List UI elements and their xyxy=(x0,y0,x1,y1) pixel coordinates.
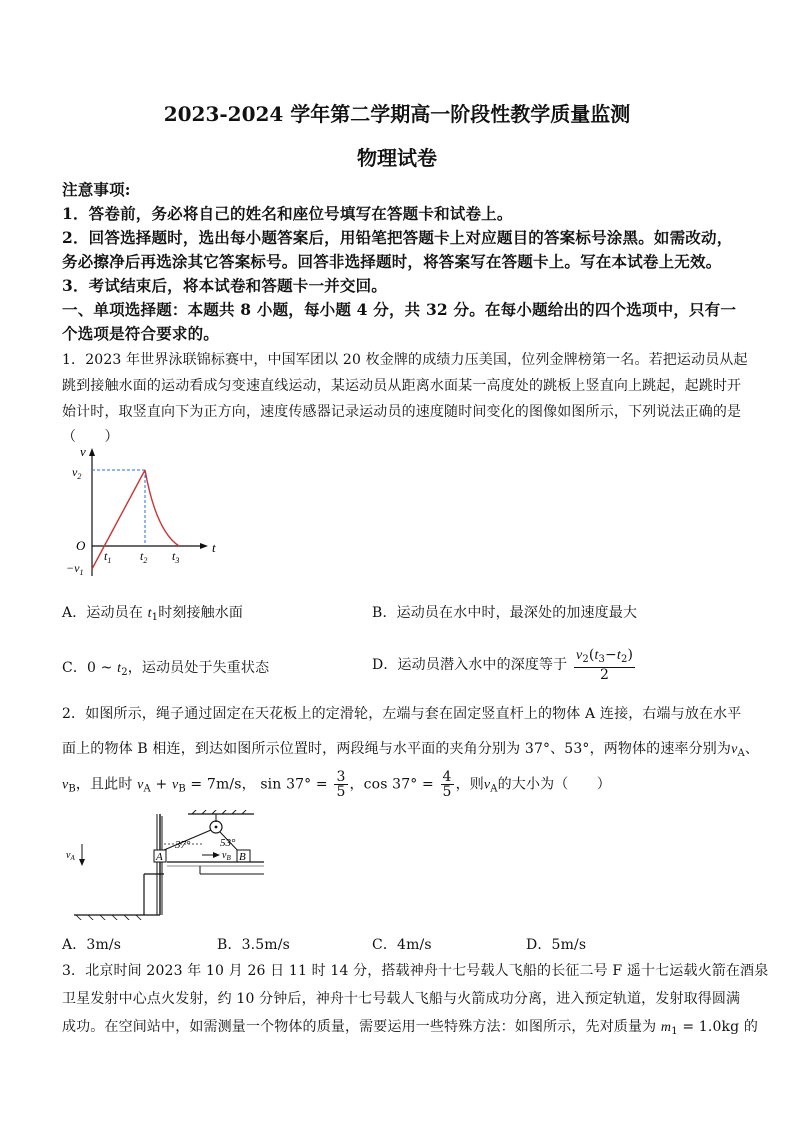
v2-label: $v_2$ xyxy=(72,465,82,481)
q1-option-d: D．运动员潜入水中的深度等于 $\frac{v_2(t_3-t_2)}{2}$ xyxy=(372,647,634,683)
notice-item: 3．考试结束后，将本试卷和答题卡一并交回。 xyxy=(62,276,387,295)
q3-text: 3．北京时间 2023 年 10 月 26 日 11 时 14 分，搭载神舟十七号载人飞船的长征二号 F 遥十七运载火箭在酒泉 xyxy=(62,963,769,979)
q1-text: 始计时，取竖直向下为正方向，速度传感器记录运动员的速度随时间变化的图像如图所示，下列说法正确的是 xyxy=(62,404,742,420)
block-a-label: A xyxy=(156,851,163,863)
notice-item: 1．答卷前，务必将自己的姓名和座位号填写在答题卡和试卷上。 xyxy=(62,204,513,223)
curve-segment xyxy=(145,470,179,546)
vb-arrow-icon xyxy=(213,852,220,858)
notice-item: 务必擦净后再选涂其它答案标号。回答非选择题时，将答案写在答题卡上。写在本试卷上无效。 xyxy=(62,252,722,271)
q1-option-a: A．运动员在 $t_1$时刻接触水面 xyxy=(62,605,244,623)
q1-vt-graph xyxy=(62,446,222,586)
notice-item: 2．回答选择题时，选出每小题答案后，用铅笔把答题卡上对应题目的答案标号涂黑。如需改动， xyxy=(62,228,733,247)
notice-heading: 注意事项: xyxy=(62,180,131,199)
t2-label: $t_2$ xyxy=(140,549,148,565)
q1-text: 跳到接触水面的运动看成匀变速直线运动，某运动员从距离水面某一高度处的跳板上竖直向上跳起，起跳时开 xyxy=(62,378,742,394)
angle-53-label: 53° xyxy=(220,837,236,849)
q2-text: 面上的物体 B 相连，到达如图所示位置时，两段绳与水平面的夹角分别为 37°、53°，两物体的速率分别为$v_A$、 xyxy=(62,741,759,759)
q2-option-d: D．5m/s xyxy=(526,937,587,953)
neg-v1-label: $-v_1$ xyxy=(66,561,84,577)
v-axis-arrow-icon xyxy=(89,448,95,456)
t-axis-label: t xyxy=(212,540,216,555)
q1-option-b: B．运动员在水中时，最深处的加速度最大 xyxy=(372,605,638,621)
q2-option-b: B．3.5m/s xyxy=(217,937,290,953)
v-axis-label: v xyxy=(80,446,86,459)
origin-label: O xyxy=(76,538,86,553)
q2-text: 2．如图所示，绳子通过固定在天花板上的定滑轮，左端与套在固定竖直杆上的物体 A 连接，右端与放在水平 xyxy=(62,706,742,722)
block-b-label: B xyxy=(239,851,246,863)
q2-text-formula: $v_B$，且此时 $v_A + v_B = 7m/s$， sin 37° = $\frac{3}{5}$ ，cos 37° = $\frac{4}{5}$ ，则$v_A$的大小为（ ） xyxy=(62,769,611,800)
q1-option-c: C．0 ~ $t_2$，运动员处于失重状态 xyxy=(62,660,270,678)
vb-label: $v_B$ xyxy=(222,850,231,862)
va-arrow-icon xyxy=(79,859,85,866)
page-title: 2023-2024 学年第二学期高一阶段性教学质量监测 xyxy=(163,102,631,126)
q1-text: 1．2023 年世界泳联锦标赛中，中国军团以 20 枚金牌的成绩力压美国，位列金牌榜第一名。若把运动员从起 xyxy=(62,352,748,368)
angle-37-label: 37° xyxy=(175,839,191,851)
section-heading-cont: 个选项是符合要求的。 xyxy=(62,324,220,343)
q2-pulley-figure xyxy=(64,810,274,920)
q2-option-a: A．3m/s xyxy=(62,937,122,953)
pulley-axle xyxy=(215,826,218,829)
va-label: $v_A$ xyxy=(66,850,75,862)
q3-text: 卫星发射中心点火发射，约 10 分钟后，神舟十七号载人飞船与火箭成功分离，进入预定轨道，发射取得圆满 xyxy=(62,991,741,1007)
q2-option-c: C．4m/s xyxy=(372,937,432,953)
t1-label: $t_1$ xyxy=(104,549,112,565)
t-axis-arrow-icon xyxy=(200,543,208,549)
linear-segment xyxy=(92,470,148,569)
section-heading: 一、单项选择题：本题共 8 小题，每小题 4 分，共 32 分。在每小题给出的四个选项中，只有一 xyxy=(62,300,737,319)
ground-hatch xyxy=(76,915,142,920)
q3-text: 成功。在空间站中，如需测量一个物体的质量，需要运用一些特殊方法：如图所示，先对质量为 $m_1 = 1.0kg$ 的 xyxy=(62,1019,759,1037)
q1-text: （ ） xyxy=(62,429,119,445)
t3-label: $t_3$ xyxy=(172,549,180,565)
page-subtitle: 物理试卷 xyxy=(357,146,437,170)
